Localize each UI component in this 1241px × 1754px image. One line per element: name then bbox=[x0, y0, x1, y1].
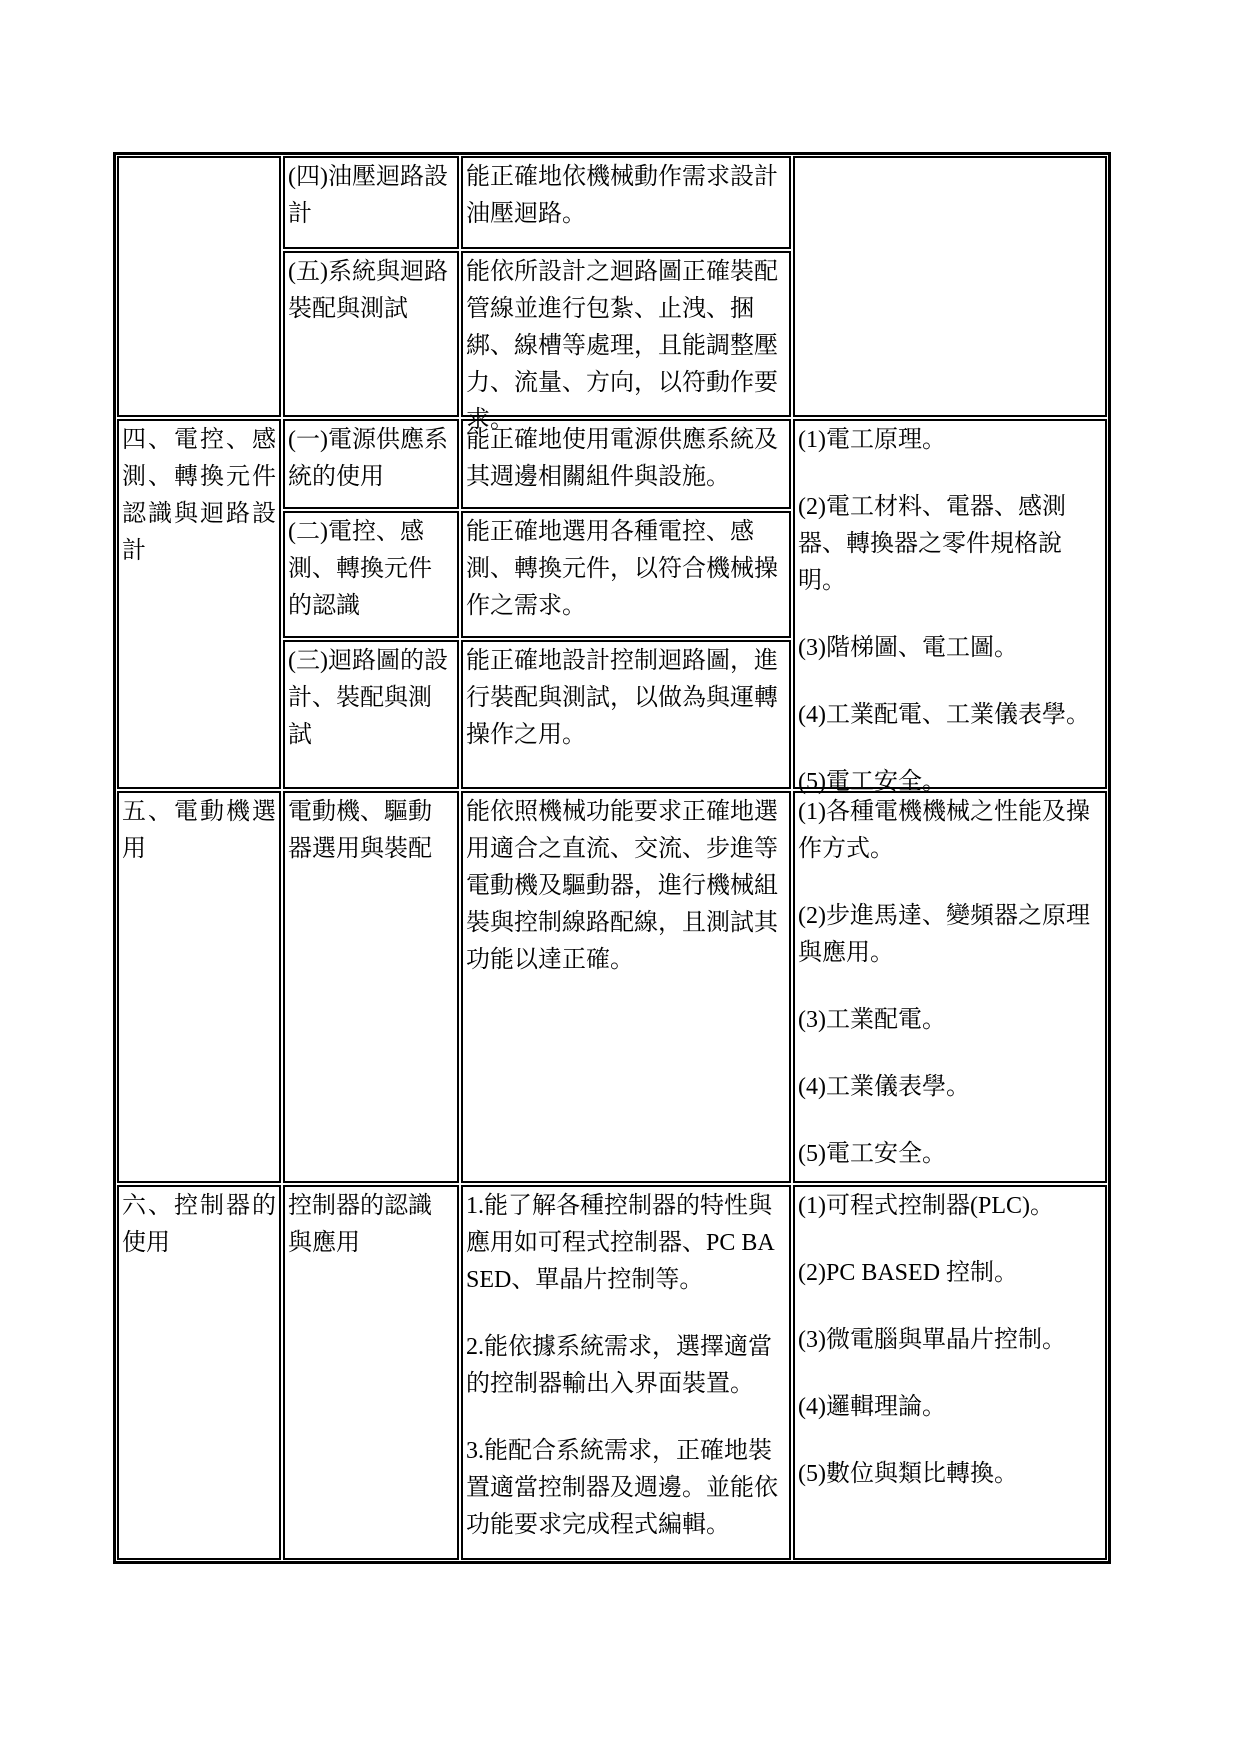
item-cell bbox=[283, 640, 459, 789]
knowledge-item: (1)可程式控制器(PLC)。 bbox=[798, 1193, 1054, 1219]
category-text: 五、電動機選用 bbox=[122, 799, 276, 862]
ability-text: 能正確地依機械動作需求設計油壓迴路。 bbox=[466, 164, 778, 227]
knowledge-cell bbox=[793, 791, 1107, 1183]
knowledge-item: (3)微電腦與單晶片控制。 bbox=[798, 1327, 1066, 1353]
item-text: (二)電控、感測、轉換元件的認識 bbox=[288, 519, 432, 619]
item-text: 控制器的認識與應用 bbox=[288, 1193, 432, 1256]
category-text: 四、電控、感測、轉換元件認識與迴路設計 bbox=[122, 427, 276, 564]
ability-cell bbox=[461, 511, 791, 638]
ability-cell bbox=[461, 791, 791, 1183]
item-cell bbox=[283, 791, 459, 1183]
item-text: (一)電源供應系統的使用 bbox=[288, 427, 448, 490]
item-text: (五)系統與迴路裝配與測試 bbox=[288, 259, 448, 322]
ability-cell bbox=[461, 1185, 791, 1560]
ability-paragraph: 2.能依據系統需求，選擇適當的控制器輸出入界面裝置。 bbox=[466, 1334, 772, 1397]
ability-cell bbox=[461, 419, 791, 509]
knowledge-cell bbox=[793, 156, 1107, 417]
item-cell bbox=[283, 156, 459, 249]
ability-cell bbox=[461, 251, 791, 433]
ability-text: 能正確地選用各種電控、感測、轉換元件，以符合機械操作之需求。 bbox=[466, 519, 778, 619]
knowledge-item: (5)電工安全。 bbox=[798, 1141, 946, 1167]
item-text: 電動機、驅動器選用與裝配 bbox=[288, 799, 432, 862]
knowledge-item: (2)步進馬達、變頻器之原理與應用。 bbox=[798, 903, 1090, 966]
knowledge-item: (4)邏輯理論。 bbox=[798, 1394, 946, 1420]
category-cell bbox=[117, 419, 281, 789]
item-text: (四)油壓迴路設計 bbox=[288, 164, 448, 227]
ability-paragraph: 3.能配合系統需求，正確地裝置適當控制器及週邊。並能依功能要求完成程式編輯。 bbox=[466, 1438, 778, 1538]
ability-cell bbox=[461, 156, 791, 249]
item-cell bbox=[283, 511, 459, 638]
ability-text: 能依所設計之迴路圖正確裝配管線並進行包紮、止洩、捆綁、線槽等處理，且能調整壓力、流量、方向，以符動作要求。 bbox=[466, 259, 778, 433]
competency-table bbox=[113, 152, 1111, 1564]
category-cell bbox=[117, 1185, 281, 1560]
knowledge-item: (2)電工材料、電器、感測器、轉換器之零件規格說明。 bbox=[798, 494, 1066, 594]
category-text: 六、控制器的使用 bbox=[122, 1193, 276, 1256]
knowledge-cell bbox=[793, 1185, 1107, 1560]
category-cell bbox=[117, 791, 281, 1183]
knowledge-item: (5)電工安全。 bbox=[798, 769, 946, 795]
knowledge-item: (1)各種電機機械之性能及操作方式。 bbox=[798, 799, 1090, 862]
ability-paragraph: 1.能了解各種控制器的特性與應用如可程式控制器、PC BASED、單晶片控制等。 bbox=[466, 1193, 775, 1293]
knowledge-item: (4)工業儀表學。 bbox=[798, 1074, 970, 1100]
item-cell bbox=[283, 251, 459, 417]
ability-text: 能依照機械功能要求正確地選用適合之直流、交流、步進等電動機及驅動器，進行機械組裝與控制線路配線，且測試其功能以達正確。 bbox=[466, 799, 778, 973]
knowledge-item: (5)數位與類比轉換。 bbox=[798, 1461, 1018, 1487]
ability-text: 能正確地使用電源供應系統及其週邊相關組件與設施。 bbox=[466, 427, 778, 490]
item-text: (三)迴路圖的設計、裝配與測試 bbox=[288, 648, 448, 748]
knowledge-item: (1)電工原理。 bbox=[798, 427, 946, 453]
knowledge-item: (3)階梯圖、電工圖。 bbox=[798, 635, 1018, 661]
item-cell bbox=[283, 419, 459, 509]
knowledge-item: (4)工業配電、工業儀表學。 bbox=[798, 702, 1090, 728]
ability-text: 能正確地設計控制迴路圖，進行裝配與測試，以做為與運轉操作之用。 bbox=[466, 648, 778, 748]
category-cell bbox=[117, 156, 281, 417]
ability-cell bbox=[461, 640, 791, 789]
knowledge-cell bbox=[793, 419, 1107, 795]
knowledge-item: (3)工業配電。 bbox=[798, 1007, 946, 1033]
knowledge-item: (2)PC BASED 控制。 bbox=[798, 1260, 1019, 1286]
item-cell bbox=[283, 1185, 459, 1560]
